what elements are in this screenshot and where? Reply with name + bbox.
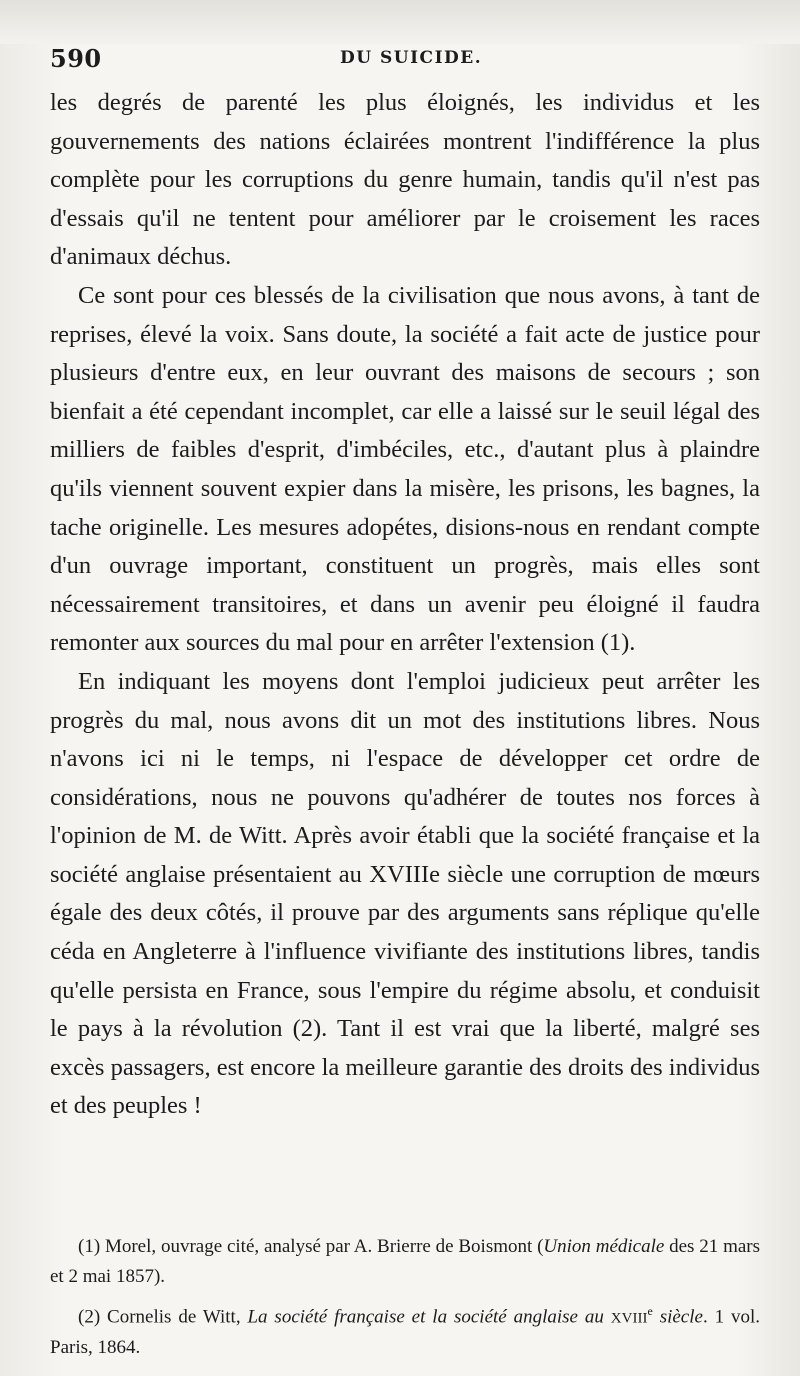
footnote-2-title: La société française et la société anglaise au <box>247 1306 604 1328</box>
footnote-2-siecle: siècle <box>659 1306 703 1328</box>
footnote-2-prefix: (2) Cornelis de Witt, <box>78 1306 248 1328</box>
page-header <box>50 44 760 80</box>
page-top-shadow <box>0 0 800 44</box>
footnote-1-prefix: (1) Morel, ouvrage cité, analysé par A. Brierre de Boismont ( <box>78 1236 544 1257</box>
footnotes <box>50 1232 760 1367</box>
footnote-1-journal: Union médicale <box>543 1236 665 1257</box>
footnote-2-century: XVIII <box>610 1310 648 1327</box>
footnote-1 <box>50 1232 760 1292</box>
page-number: 590 <box>50 44 102 73</box>
paragraph-3: En indiquant les moyens dont l'emploi judicieux peut arrêter les progrès du mal, nous avons dit un mot des institutions libres. Nous n'avons ici ni le temps, ni l'espace de développer cet ordre de considérations, nous ne pouvons qu'adhérer de toutes nos forces à l'opinion de M. de Witt. Après avoir établi que la société française et la société anglaise présentaient au XVIIIe siècle une corruption de mœurs égale des deux côtés, il prouve par des arguments sans réplique qu'elle céda en Angleterre à l'influence vivifiante des institutions libres, tandis qu'elle persista en France, sous l'empire du régime absolu, et conduisit le pays à la révolution (2). Tant il est vrai que la liberté, malgré ses excès passagers, est encore la meilleure garantie des droits des individus et des peuples ! <box>50 667 760 1120</box>
paragraph-1: les degrés de parenté les plus éloignés, les individus et les gouvernements des nations éclairées montrent l'indifférence la plus complète pour les corruptions du genre humain, tandis qu'il n'est pas d'essais qu'il ne tentent pour améliorer par le croisement les races d'animaux déchus. <box>50 89 760 271</box>
running-title: DU SUICIDE. <box>340 48 483 68</box>
body-text <box>50 84 760 1126</box>
footnote-2-suffix: . 1 vol. Paris, 1864. <box>50 1306 761 1359</box>
footnote-2 <box>50 1296 760 1363</box>
footnote-2-century-sup: e <box>647 1304 653 1318</box>
footnote-1-suffix: des 21 mars et 2 mai 1857). <box>50 1236 761 1287</box>
paragraph-2: Ce sont pour ces blessés de la civilisation que nous avons, à tant de reprises, élevé la voix. Sans doute, la société a fait acte de justice pour plusieurs d'entre eux, en leur ouvrant des maisons de secours ; son bienfait a été cependant incomplet, car elle a laissé sur le seuil légal des milliers de faibles d'esprit, d'imbéciles, etc., d'autant plus à plaindre qu'ils viennent souvent expier dans la misère, les prisons, les bagnes, la tache originelle. Les mesures adopétes, disions-nous en rendant compte d'un ouvrage important, constituent un progrès, mais elles sont nécessairement transitoires, et dans un avenir peu éloigné il faudra remonter aux sources du mal pour en arrêter l'extension (1). <box>50 281 760 657</box>
